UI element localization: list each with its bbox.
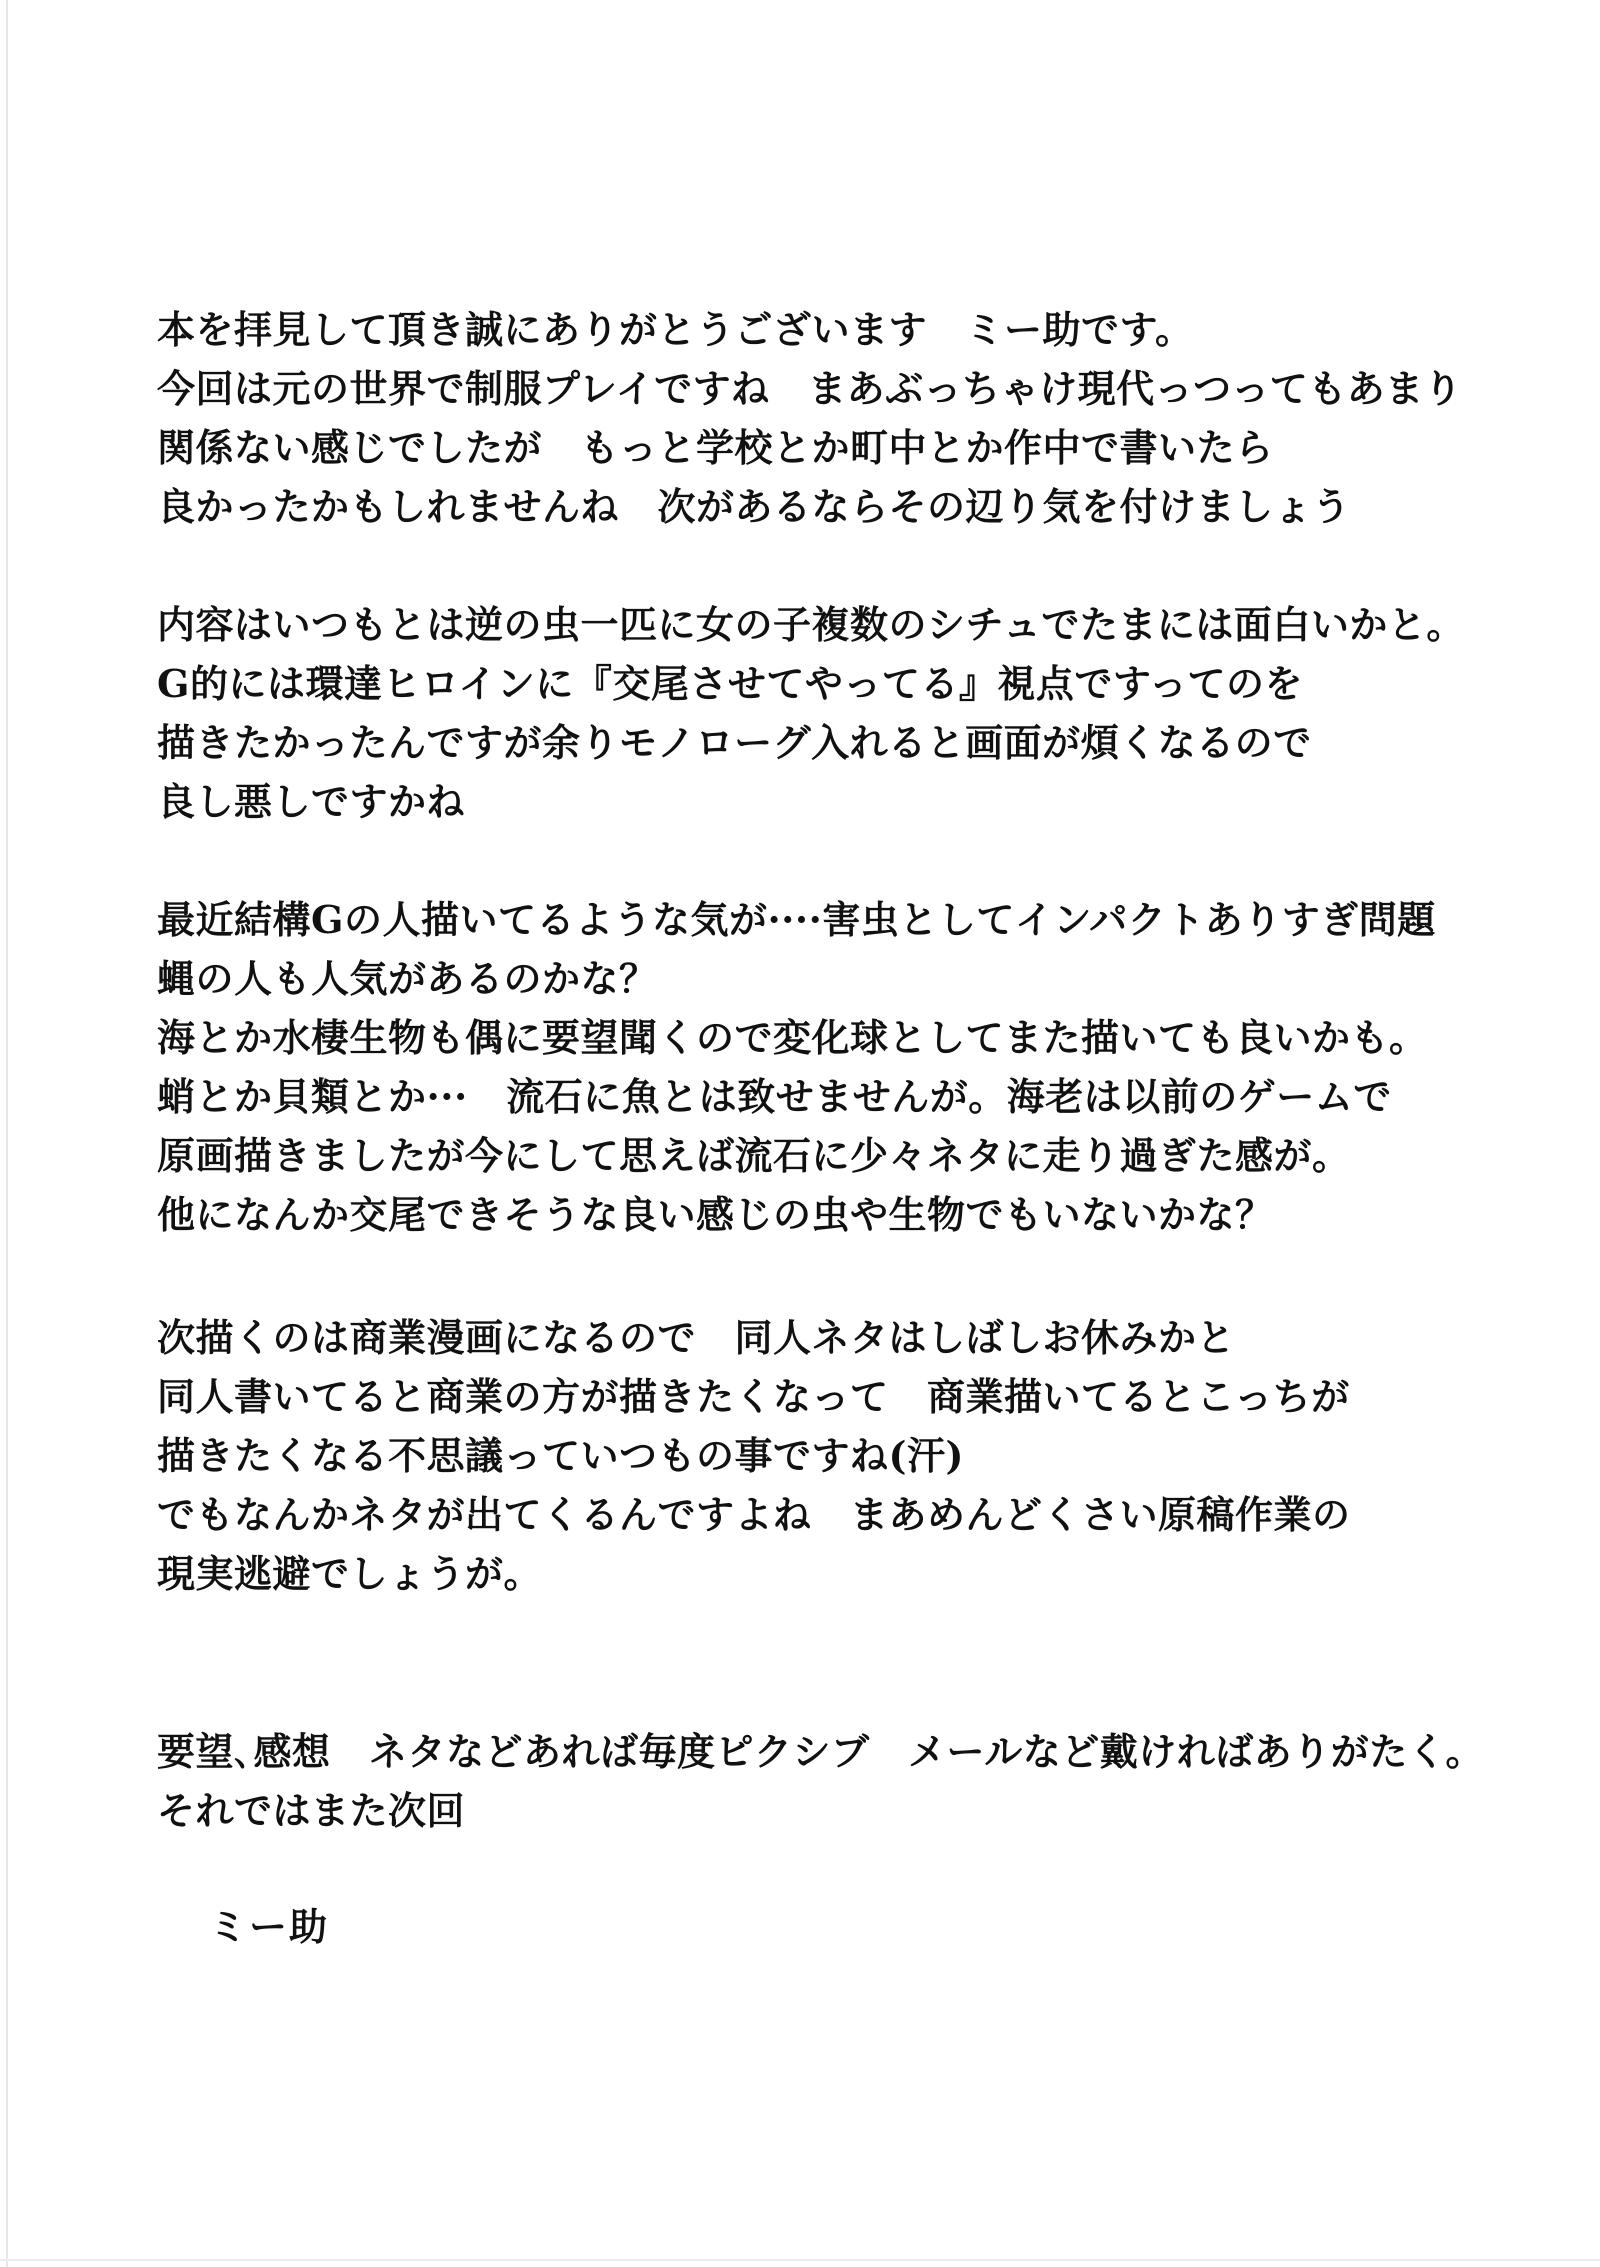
text-line: 海とか水棲生物も偶に要望聞くので変化球としてまた描いても良いかも。 (157, 1015, 1428, 1060)
paragraph-future-plans (157, 1308, 1457, 1603)
text-line: 描きたかったんですが余りモノローグ入れると画面が煩くなるので (157, 720, 1312, 765)
text-line: 原画描きましたが今にして思えば流石に少々ネタに走り過ぎた感が。 (157, 1133, 1351, 1178)
text-line: 同人書いてると商業の方が描きたくなって 商業描いてるとこっちが (157, 1374, 1350, 1419)
text-line: 今回は元の世界で制服プレイですね まあぶっちゃけ現代っつってもあまり (157, 366, 1463, 411)
signature: ミー助 (209, 1904, 330, 1949)
text-line: それではまた次回 (157, 1788, 466, 1833)
text-line: 本を拝見して頂き誠にありがとうございます ミー助です。 (157, 307, 1194, 352)
text-line: 現実逃避でしょうが。 (157, 1551, 543, 1596)
text-line: 要望､感想 ネタなどあれば毎度ピクシブ メールなど戴ければありがたく。 (157, 1729, 1484, 1774)
paragraph-content-notes (157, 595, 1465, 831)
text-line: 次描くのは商業漫画になるので 同人ネタはしばしお休みかと (157, 1315, 1236, 1360)
text-line: 他になんか交尾できそうな良い感じの虫や生物でもいないかな？ (157, 1192, 1274, 1237)
text-line: 良し悪しですかね (157, 779, 466, 824)
text-line: 良かったかもしれませんね 次があるならその辺り気を付けましょう (157, 484, 1351, 529)
text-line: G的には環達ヒロインに『交尾させてやってる』視点ですってのを (157, 661, 1304, 706)
text-line: でもなんかネタが出てくるんですよね まあめんどくさい原稿作業の (157, 1492, 1351, 1537)
paragraph-musings (157, 890, 1457, 1244)
text-line: 描きたくなる不思議っていつもの事ですね(汗) (157, 1433, 964, 1478)
text-line: 関係ない感じでしたが もっと学校とか町中とか作中で書いたら (157, 425, 1274, 470)
text-line: 内容はいつもとは逆の虫一匹に女の子複数のシチュでたまには面白いかと。 (157, 602, 1465, 647)
text-line: 蛸とか貝類とか··· 流石に魚とは致せませんが。海老は以前のゲームで (157, 1074, 1392, 1119)
paragraph-closing (157, 1722, 1484, 1840)
text-line: 蝿の人も人気があるのかな？ (157, 956, 658, 1001)
text-line: 最近結構Gの人描いてるような気が····害虫としてインパクトありすぎ問題 (157, 897, 1436, 942)
paragraph-greeting (157, 300, 1463, 536)
